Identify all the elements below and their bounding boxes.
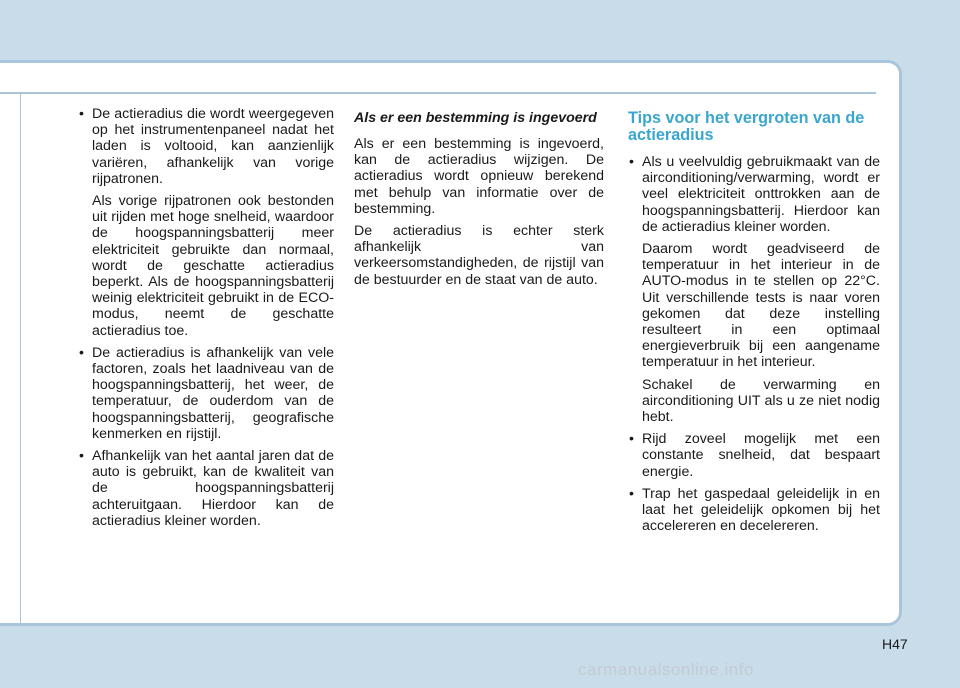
margin-rule	[20, 94, 21, 624]
list-item-text: De actieradius die wordt weergegeven op het instrumentenpaneel nadat het laden is voltooid, kan aanzienlijk variëren, afhankelijk van vorige rijpatronen.	[92, 106, 334, 187]
list-item-text: Trap het gaspedaal geleidelijk in en laat het geleidelijk opkomen bij het accelereren en decelereren.	[642, 485, 880, 535]
list-item-text: Als u veelvuldig gebruikmaakt van de airconditioning/verwarming, wordt er veel elektriciteit onttrokken aan de hoogspanningsbatterij. Hierdoor kan de actieradius kleiner worden.	[642, 154, 880, 235]
bullet-icon: •	[79, 448, 84, 465]
list-item	[78, 448, 334, 529]
list-item-subparagraph: Als vorige rijpatronen ook bestonden uit rijden met hoge snelheid, waardoor de hoogspanningsbatterij meer elektriciteit gebruikte dan normaal, wordt de geschatte actieradius beperkt. Als de hoogspanningsbatterij weinig elektriciteit gebruikt in de ECO-modus, neemt de geschatte actieradius toe.	[92, 193, 334, 339]
bullet-list	[628, 154, 880, 534]
list-item	[628, 431, 880, 480]
list-item	[628, 486, 880, 535]
header-rule	[0, 92, 876, 94]
list-item-subparagraph: Schakel de verwarming en airconditioning UIT als u ze niet nodig hebt.	[642, 376, 880, 426]
list-item-text: Rijd zoveel mogelijk met een constante snelheid, dat bespaart energie.	[642, 431, 880, 480]
bullet-icon: •	[79, 344, 84, 361]
list-item-text: De actieradius is afhankelijk van vele factoren, zoals het laadniveau van de hoogspanningsbatterij, het weer, de temperatuur, de ouderdom van de hoogspanningsbatterij, geografische kenmerken en rijstijl.	[92, 344, 334, 442]
watermark: carmanualsonline.info	[578, 660, 754, 679]
bullet-icon: •	[79, 106, 84, 122]
column-2	[354, 106, 604, 294]
list-item	[78, 345, 334, 442]
bullet-icon: •	[629, 485, 634, 502]
list-item	[628, 154, 880, 425]
paragraph: De actieradius is echter sterk afhankelijk van verkeersomstandigheden, de rijstijl van de bestuurder en de staat van de auto.	[354, 223, 604, 288]
bullet-icon: •	[629, 431, 634, 448]
list-item-subparagraph: Daarom wordt geadviseerd de temperatuur in het interieur in de AUTO-modus in te stellen op 22°C. Uit verschillende tests is naar voren gekomen dat deze instelling resulteert in een optimaal energieverbruik bij een aangename temperatuur in het interieur.	[642, 241, 880, 371]
list-item-text: Afhankelijk van het aantal jaren dat de auto is gebruikt, kan de kwaliteit van de hoogspanningsbatterij achteruitgaan. Hierdoor kan de actieradius kleiner worden.	[92, 448, 334, 529]
bullet-icon: •	[629, 154, 634, 170]
list-item	[78, 106, 334, 339]
section-heading: Tips voor het vergroten van de actieradius	[628, 109, 865, 144]
section-subheading: Als er een bestemming is ingevoerd	[354, 110, 597, 126]
page-number: H47	[882, 636, 908, 652]
column-1	[78, 106, 334, 535]
paragraph: Als er een bestemming is ingevoerd, kan de actieradius wijzigen. De actieradius wordt opnieuw berekend met behulp van informatie over de bestemming.	[354, 136, 604, 217]
column-3	[628, 106, 880, 540]
bullet-list	[78, 106, 334, 529]
